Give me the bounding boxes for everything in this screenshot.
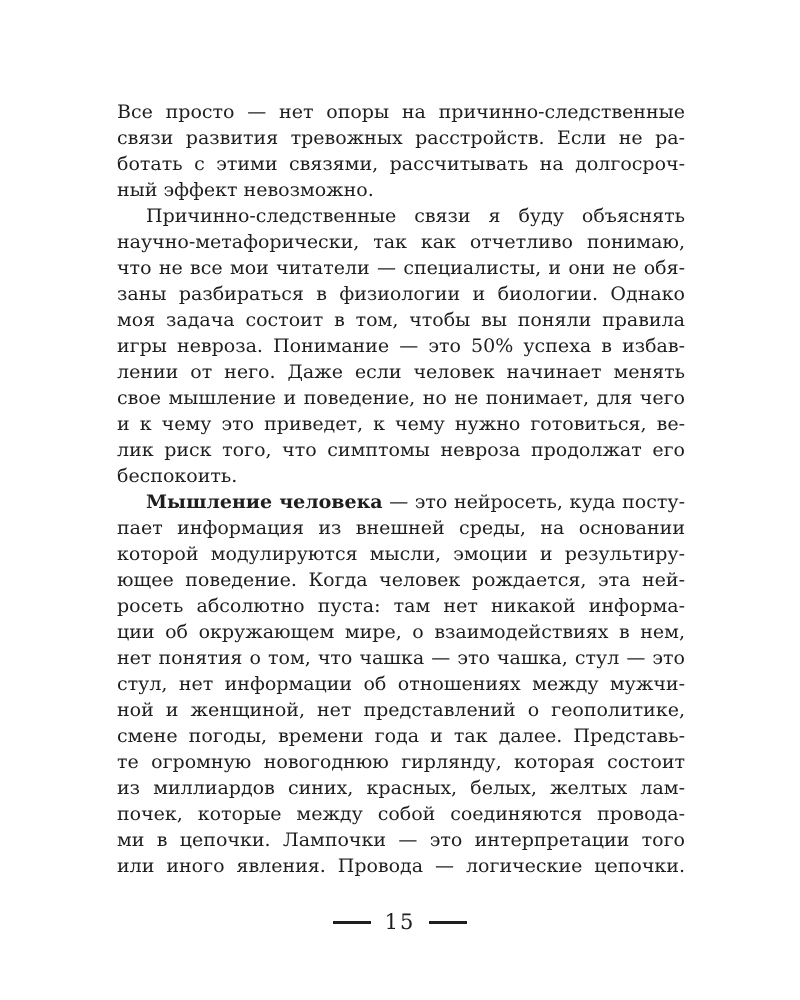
text-line: или иного явления. Провода — логические цепочки.	[117, 855, 685, 877]
footer-rule-right	[429, 921, 467, 924]
text-line: игры невроза. Понимание — это 50% успеха в избав-	[117, 335, 685, 357]
text-line: которой модулируются мысли, эмоции и результиру-	[117, 543, 685, 565]
text-line	[117, 489, 685, 515]
text-line: что не все мои читатели — специалисты, и они не обя-	[117, 257, 685, 279]
body-text	[117, 99, 685, 879]
bold-term: Мышление человека	[146, 491, 383, 513]
text-line: лик риск того, что симптомы невроза продолжат его	[117, 439, 685, 461]
text-line: ющее поведение. Когда человек рождается, эта ней-	[117, 569, 685, 591]
text-line: те огромную новогоднюю гирлянду, которая состоит	[117, 751, 685, 773]
text-line: росеть абсолютно пуста: там нет никакой информа-	[117, 595, 685, 617]
page-number: 15	[384, 910, 416, 934]
text-line: и к чему это приведет, к чему нужно готовиться, ве-	[117, 413, 685, 435]
text-line: ботать с этими связями, рассчитывать на долгосроч-	[117, 153, 685, 175]
text-line: ции об окружающем мире, о взаимодействиях в нем,	[117, 621, 685, 643]
text-line: ный эффект невозможно.	[117, 179, 374, 201]
text-line: ми в цепочки. Лампочки — это интерпретации того	[117, 829, 685, 851]
text-line: связи развития тревожных расстройств. Если не ра-	[117, 127, 685, 149]
text-line: Причинно-следственные связи я буду объяснять	[146, 205, 685, 227]
text-line: свое мышление и поведение, но не понимает, для чего	[117, 387, 685, 409]
text-line: ной и женщиной, нет представлений о геополитике,	[117, 699, 685, 721]
text-line: стул, нет информации об отношениях между мужчи-	[117, 673, 685, 695]
text-line: беспокоить.	[117, 465, 238, 487]
paragraph-3	[117, 489, 685, 879]
text-line: смене погоды, времени года и так далее. Представь-	[117, 725, 685, 747]
text-line: научно-метафорически, так как отчетливо понимаю,	[117, 231, 685, 253]
page-footer	[0, 908, 800, 936]
footer-rule-left	[333, 921, 371, 924]
paragraph-1	[117, 99, 685, 203]
text-line: почек, которые между собой соединяются провода-	[117, 803, 685, 825]
text-line: Все просто — нет опоры на причинно-следственные	[117, 101, 685, 123]
paragraph-2	[117, 203, 685, 489]
text-line: моя задача состоит в том, чтобы вы поняли правила	[117, 309, 685, 331]
text-line: из миллиардов синих, красных, белых, желтых лам-	[117, 777, 685, 799]
text-line: лении от него. Даже если человек начинает менять	[117, 361, 685, 383]
text-line: нет понятия о том, что чашка — это чашка, стул — это	[117, 647, 685, 669]
text-line: заны разбираться в физиологии и биологии. Однако	[117, 283, 685, 305]
text-line: пает информация из внешней среды, на основании	[117, 517, 685, 539]
text-fragment: — это нейросеть, куда посту-	[382, 491, 685, 513]
